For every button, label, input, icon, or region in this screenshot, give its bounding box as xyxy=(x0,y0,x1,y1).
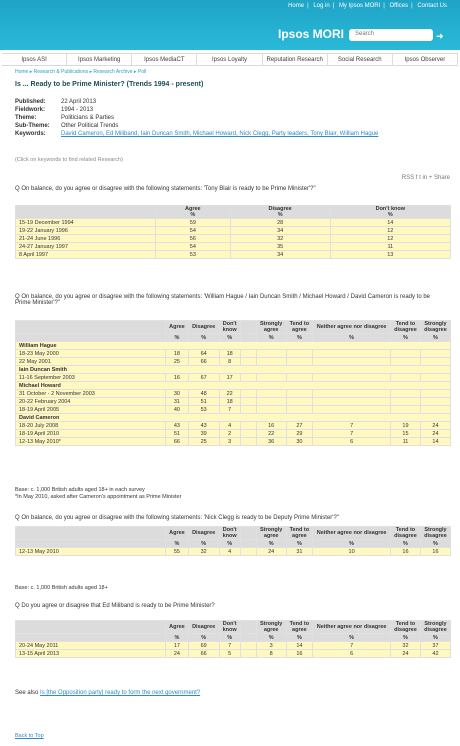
keywords-links[interactable]: David Cameron, Ed Miliband, Iain Duncan Smith, Michael Howard, Nick Clegg, Party leaders, Tony Blair, William Hague xyxy=(61,131,379,137)
theme: Politicians & Parties xyxy=(61,115,115,121)
subtheme: Other Political Trends xyxy=(61,123,119,129)
back-to-top-link[interactable]: Back to Top xyxy=(15,733,44,739)
keywords-note: (Click on keywords to find related Research) xyxy=(15,157,123,163)
breadcrumb[interactable]: Home ▸ Research & Publications ▸ Research Archive ▸ Poll xyxy=(15,69,147,75)
login-link[interactable]: Log in xyxy=(313,3,330,9)
footnote-2: Base: c. 1,000 British adults aged 18+ in each survey *In May 2010, asked after Cameron's appointment as Prime Minister xyxy=(15,487,182,500)
top-links: Home | Log in | My Ipsos MORI | Offices | Contact Us xyxy=(288,3,447,9)
question-3: Q On balance, do you agree or disagree with the following statements: 'Nick Clegg is ready to be Deputy Prime Minister'?" xyxy=(15,515,339,521)
search-input[interactable]: Search xyxy=(349,29,433,41)
page-title: Is ... Ready to be Prime Minister? (Trends 1994 - present) xyxy=(15,81,204,88)
logo[interactable]: Ipsos MORI xyxy=(278,27,345,41)
nav-item[interactable]: Ipsos Loyalty xyxy=(197,54,262,65)
question-2: Q On balance, do you agree or disagree with the following statements: 'William Hague / Iain Duncan Smith / Michael Howard / David Cameron is ready to be Prime Minister'?" xyxy=(15,294,431,306)
question-1: Q On balance, do you agree or disagree with the following statements: 'Tony Blair is ready to be Prime Minister'?" xyxy=(15,186,316,192)
search-icon[interactable]: ➜ xyxy=(436,31,444,41)
published: 22 April 2013 xyxy=(61,99,97,105)
table-2: Agree Disagree Don't know Strongly agree Tend to agree Neither agree nor disagree Tend to disagree Strongly disagree % % % % % % % % William Hague 18-23 May 2000 18 64 18 22 May 2001 25 66 8 Iain Duncan Smith 11-16 September 2003 16 67 17 Michael Howard 31 October - 2 November 2003 30 48 22 20-22 February 2004 31 51 18 18-19 April 2005 40 53 7 David Cameron 18-20 July 2008 43 43 4 16 27 7 19 24 18-19 April 2010 51 39 2 22 29 7 15 24 12-13 May 2010* 66 25 3 36 30 6 11 14 xyxy=(15,320,451,446)
my-ipsos-link[interactable]: My Ipsos MORI xyxy=(338,3,381,9)
nav-item[interactable]: Social Research xyxy=(328,54,393,65)
contact-link[interactable]: Contact Us xyxy=(417,3,447,9)
question-4: Q Do you agree or disagree that Ed Miliband is ready to be Prime Minister? xyxy=(15,603,215,609)
nav-item[interactable]: Ipsos Marketing xyxy=(67,54,132,65)
metadata: Published: 22 April 2013 Fieldwork: 1994 - 2013 Theme: Politicians & Parties Sub-Theme: Other Political Trends Keywords: David Cameron, Ed Miliband, Iain Duncan Smith, Michael Howard, Nick Clegg, Party leaders, Tony Blair, William Hague xyxy=(15,99,379,137)
see-also: See also Is [the Opposition party] ready to form the next government? xyxy=(15,690,201,696)
table-3: Agree Disagree Don't know Strongly agree Tend to agree Neither agree nor disagree Tend to disagree Strongly disagree % % % % % % % % 12-13 May 2010 55 32 4 24 31 10 16 16 xyxy=(15,526,451,556)
table-1: Agree % Disagree % Don't know % 15-19 December 1994 59 28 14 19-22 January 1996 54 34 12 21-24 June 1996 56 32 12 24-27 January 1997 54 35 11 8 April 1997 53 34 13 xyxy=(15,205,451,259)
offices-link[interactable]: Offices xyxy=(389,3,409,9)
nav-item[interactable]: Ipsos MediaCT xyxy=(132,54,197,65)
fieldwork: 1994 - 2013 xyxy=(61,107,94,113)
nav-item[interactable]: Ipsos ASI xyxy=(2,54,67,65)
see-also-link[interactable]: Is [the Opposition party] ready to form the next government? xyxy=(40,690,201,696)
footnote-3: Base: c. 1,000 British adults aged 18+ xyxy=(15,585,108,591)
nav-item[interactable]: Reputation Research xyxy=(263,54,328,65)
main-nav xyxy=(2,53,458,66)
table-4: Agree Disagree Don't know Strongly agree Tend to agree Neither agree nor disagree Tend to disagree Strongly disagree % % % % % % % % 20-24 May 2011 17 69 7 3 14 7 32 37 13-15 April 2013 24 66 5 8 16 6 24 42 xyxy=(15,620,451,658)
site-header xyxy=(0,0,460,50)
share-bar[interactable]: RSS f t in + Share xyxy=(401,175,450,181)
nav-item[interactable]: Ipsos Observer xyxy=(393,54,458,65)
home-link[interactable]: Home xyxy=(288,3,305,9)
